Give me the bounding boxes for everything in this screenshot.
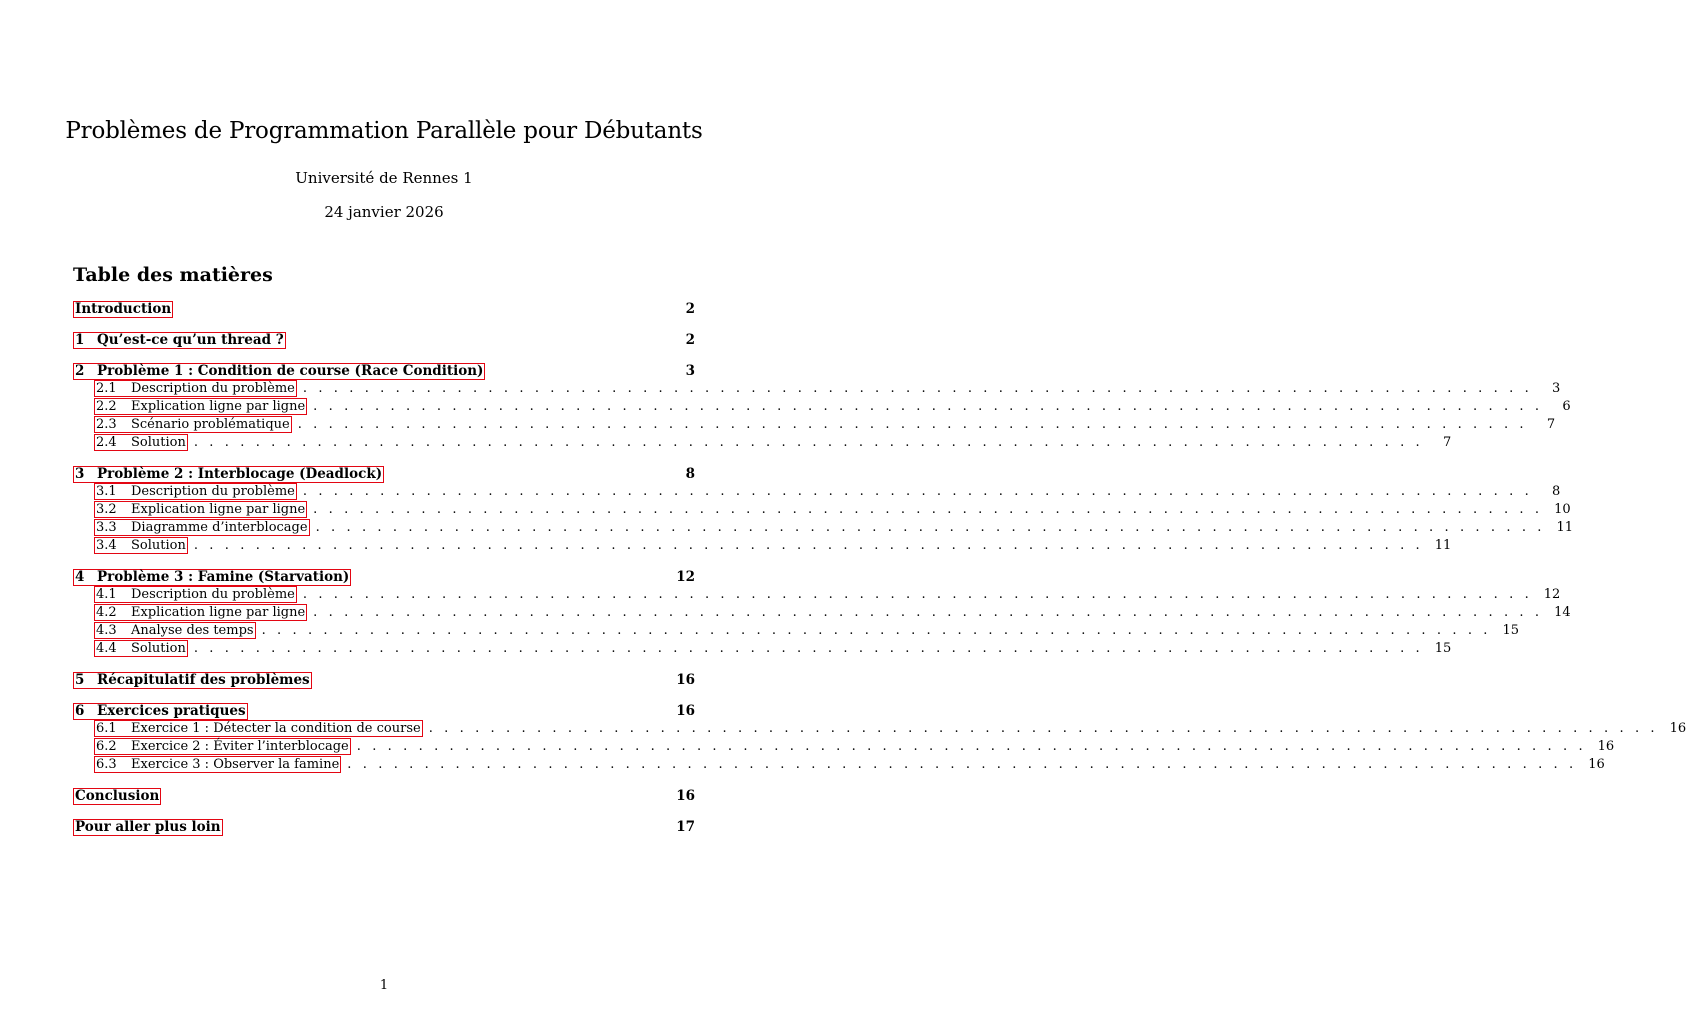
toc-subsection-title: Solution [131, 641, 186, 656]
toc-section-number: 1 [75, 332, 85, 348]
toc-subsection-page: 11 [1434, 538, 1452, 553]
toc-section-page: 17 [676, 819, 695, 835]
toc-section-title: Problème 3 : Famine (Starvation) [97, 569, 350, 585]
toc-section [73, 702, 695, 720]
toc-section-page: 16 [676, 788, 695, 804]
toc-subsection-title: Analyse des temps [131, 623, 254, 638]
toc-section-link[interactable] [73, 466, 384, 483]
toc-subsection-link[interactable] [94, 501, 307, 518]
toc-section [73, 787, 695, 805]
toc-leader-dots: . . . . . . . . . . . . . . . . . . . . . . . . . . . . . . . . . . . . . . . . . . . . . . . . . . . . . . . . . . . . . . . . . . . . . . . . . . . . . . . . [297, 417, 1528, 432]
toc-leader-dots: . . . . . . . . . . . . . . . . . . . . . . . . . . . . . . . . . . . . . . . . . . . . . . . . . . . . . . . . . . . . . . . . . . . . . . . . . . . . . . . . [356, 739, 1587, 754]
toc-subsection-title: Solution [131, 435, 186, 450]
toc-section-title: Exercices pratiques [97, 703, 246, 719]
toc-subsection-number: 2.1 [96, 381, 117, 396]
toc-subsection-number: 3.4 [96, 538, 117, 553]
toc-subsection-number: 3.3 [96, 520, 117, 535]
toc-leader-dots: . . . . . . . . . . . . . . . . . . . . . . . . . . . . . . . . . . . . . . . . . . . . . . . . . . . . . . . . . . . . . . . . . . . . . . . . . . . . . . . . [347, 757, 1577, 772]
toc-section-page: 3 [685, 363, 695, 379]
page-number: 1 [379, 978, 389, 993]
toc-section-link[interactable] [73, 363, 485, 380]
toc-subsection [73, 483, 1561, 501]
toc-leader-dots: . . . . . . . . . . . . . . . . . . . . . . . . . . . . . . . . . . . . . . . . . . . . . . . . . . . . . . . . . . . . . . . . . . . . . . . . . . . . . . . . [313, 399, 1543, 414]
toc-section-number: 3 [75, 466, 85, 482]
toc-subsection [73, 537, 1452, 555]
toc-subsection-link[interactable] [94, 586, 297, 603]
toc-subsection-page: 8 [1552, 484, 1561, 499]
toc-section [73, 331, 695, 349]
toc-subsection-page: 7 [1546, 417, 1556, 432]
toc-section-title: Conclusion [75, 788, 160, 804]
toc-subsection-title: Exercice 2 : Éviter l’interblocage [131, 739, 349, 754]
toc-subsection-title: Diagramme d’interblocage [131, 520, 308, 535]
toc-leader-dots: . . . . . . . . . . . . . . . . . . . . . . . . . . . . . . . . . . . . . . . . . . . . . . . . . . . . . . . . . . . . . . . . . . . . . . . . . . . . . . . . [302, 484, 1533, 499]
toc-subsection [73, 434, 1452, 452]
toc-section [73, 818, 695, 836]
toc-subsection-page: 7 [1443, 435, 1452, 450]
toc-subsection [73, 622, 1520, 640]
toc-subsection-title: Solution [131, 538, 186, 553]
toc-subsection-title: Description du problème [131, 484, 295, 499]
toc-section-page: 16 [676, 703, 695, 719]
toc-section-number: 5 [75, 672, 85, 688]
toc-subsection [73, 640, 1452, 658]
toc-section-title: Introduction [75, 301, 172, 317]
toc-section-number: 4 [75, 569, 85, 585]
toc-section-link[interactable] [73, 819, 223, 836]
toc-subsection-link[interactable] [94, 720, 423, 737]
toc-section-page: 12 [676, 569, 695, 585]
toc-subsection-title: Exercice 3 : Observer la famine [131, 757, 340, 772]
toc-section-title: Récapitulatif des problèmes [97, 672, 310, 688]
toc-section [73, 300, 695, 318]
toc-section-number: 2 [75, 363, 85, 379]
toc-section-link[interactable] [73, 703, 248, 720]
toc-subsection-page: 16 [1669, 721, 1686, 736]
toc-subsection [73, 416, 1556, 434]
toc-subsection-link[interactable] [94, 756, 341, 773]
toc-section-page: 16 [676, 672, 695, 688]
toc-section [73, 465, 695, 483]
toc-subsection-link[interactable] [94, 380, 297, 397]
toc-subsection-title: Explication ligne par ligne [131, 399, 306, 414]
toc-section-link[interactable] [73, 569, 351, 586]
toc-subsection-number: 4.2 [96, 605, 117, 620]
toc-section-title: Qu’est-ce qu’un thread ? [97, 332, 284, 348]
toc-subsection-link[interactable] [94, 622, 256, 639]
document-date: 24 janvier 2026 [324, 203, 444, 221]
toc-subsection-link[interactable] [94, 604, 307, 621]
toc-section-title: Problème 1 : Condition de course (Race Condition) [97, 363, 484, 379]
toc-leader-dots: . . . . . . . . . . . . . . . . . . . . . . . . . . . . . . . . . . . . . . . . . . . . . . . . . . . . . . . . . . . . . . . . . . . . . . . . . . . . . . . . [193, 538, 1424, 553]
toc-leader-dots: . . . . . . . . . . . . . . . . . . . . . . . . . . . . . . . . . . . . . . . . . . . . . . . . . . . . . . . . . . . . . . . . . . . . . . . . . . . . . . . . [313, 502, 1543, 517]
toc-subsection [73, 720, 1686, 738]
toc-subsection-link[interactable] [94, 519, 310, 536]
toc-leader-dots: . . . . . . . . . . . . . . . . . . . . . . . . . . . . . . . . . . . . . . . . . . . . . . . . . . . . . . . . . . . . . . . . . . . . . . . . . . . . . . . . [193, 641, 1424, 656]
toc-subsection-title: Description du problème [131, 381, 295, 396]
toc-section [73, 568, 695, 586]
toc-subsection [73, 586, 1561, 604]
toc-section-title: Problème 2 : Interblocage (Deadlock) [97, 466, 383, 482]
toc-subsection-number: 6.2 [96, 739, 117, 754]
toc-subsection-page: 14 [1554, 605, 1571, 620]
toc-subsection-page: 3 [1552, 381, 1561, 396]
toc-subsection-link[interactable] [94, 537, 188, 554]
toc-subsection-title: Explication ligne par ligne [131, 605, 306, 620]
table-of-contents [73, 300, 1686, 836]
toc-subsection-number: 4.1 [96, 587, 117, 602]
toc-subsection-page: 11 [1556, 520, 1574, 535]
toc-subsection-number: 3.2 [96, 502, 117, 517]
toc-subsection-number: 2.3 [96, 417, 117, 432]
toc-subsection-page: 6 [1562, 399, 1571, 414]
toc-section-number: 6 [75, 703, 85, 719]
toc-section [73, 671, 695, 689]
toc-subsection-page: 12 [1543, 587, 1561, 602]
toc-subsection-number: 2.2 [96, 399, 117, 414]
toc-subsection [73, 519, 1574, 537]
toc-subsection-link[interactable] [94, 434, 188, 451]
toc-leader-dots: . . . . . . . . . . . . . . . . . . . . . . . . . . . . . . . . . . . . . . . . . . . . . . . . . . . . . . . . . . . . . . . . . . . . . . . . . . . . . . . . [193, 435, 1424, 450]
toc-section [73, 362, 695, 380]
toc-leader-dots: . . . . . . . . . . . . . . . . . . . . . . . . . . . . . . . . . . . . . . . . . . . . . . . . . . . . . . . . . . . . . . . . . . . . . . . . . . . . . . . . [428, 721, 1659, 736]
toc-subsection-link[interactable] [94, 640, 188, 657]
toc-subsection-page: 15 [1502, 623, 1520, 638]
toc-subsection-page: 16 [1597, 739, 1615, 754]
toc-subsection-link[interactable] [94, 738, 351, 755]
toc-subsection-number: 2.4 [96, 435, 117, 450]
toc-subsection-title: Scénario problématique [131, 417, 290, 432]
toc-subsection-number: 3.1 [96, 484, 117, 499]
toc-leader-dots: . . . . . . . . . . . . . . . . . . . . . . . . . . . . . . . . . . . . . . . . . . . . . . . . . . . . . . . . . . . . . . . . . . . . . . . . . . . . . . . . [261, 623, 1492, 638]
toc-subsection-title: Explication ligne par ligne [131, 502, 306, 517]
toc-section-link[interactable] [73, 788, 161, 805]
toc-subsection-number: 4.3 [96, 623, 117, 638]
toc-subsection [73, 756, 1605, 774]
toc-subsection-number: 6.3 [96, 757, 117, 772]
toc-section-link[interactable] [73, 672, 312, 689]
document-title: Problèmes de Programmation Parallèle pour Débutants [65, 118, 703, 144]
toc-leader-dots: . . . . . . . . . . . . . . . . . . . . . . . . . . . . . . . . . . . . . . . . . . . . . . . . . . . . . . . . . . . . . . . . . . . . . . . . . . . . . . . . [315, 520, 1546, 535]
toc-subsection-number: 4.4 [96, 641, 117, 656]
toc-leader-dots: . . . . . . . . . . . . . . . . . . . . . . . . . . . . . . . . . . . . . . . . . . . . . . . . . . . . . . . . . . . . . . . . . . . . . . . . . . . . . . . . [302, 587, 1533, 602]
toc-subsection [73, 501, 1571, 519]
toc-subsection-page: 10 [1554, 502, 1571, 517]
toc-subsection [73, 380, 1561, 398]
toc-subsection [73, 738, 1615, 756]
toc-subsection [73, 604, 1571, 622]
toc-section-page: 2 [685, 301, 695, 317]
toc-subsection-page: 15 [1434, 641, 1452, 656]
toc-subsection-title: Description du problème [131, 587, 295, 602]
toc-subsection [73, 398, 1571, 416]
toc-heading: Table des matières [73, 264, 273, 286]
toc-leader-dots: . . . . . . . . . . . . . . . . . . . . . . . . . . . . . . . . . . . . . . . . . . . . . . . . . . . . . . . . . . . . . . . . . . . . . . . . . . . . . . . . [302, 381, 1533, 396]
toc-section-page: 2 [685, 332, 695, 348]
toc-subsection-link[interactable] [94, 416, 292, 433]
toc-subsection-number: 6.1 [96, 721, 117, 736]
toc-section-page: 8 [685, 466, 695, 482]
toc-subsection-page: 16 [1588, 757, 1605, 772]
toc-section-link[interactable] [73, 301, 173, 318]
toc-leader-dots: . . . . . . . . . . . . . . . . . . . . . . . . . . . . . . . . . . . . . . . . . . . . . . . . . . . . . . . . . . . . . . . . . . . . . . . . . . . . . . . . [313, 605, 1543, 620]
toc-subsection-link[interactable] [94, 398, 307, 415]
toc-section-title: Pour aller plus loin [75, 819, 221, 835]
document-author: Université de Rennes 1 [295, 169, 473, 187]
toc-subsection-link[interactable] [94, 483, 297, 500]
toc-section-link[interactable] [73, 332, 286, 349]
toc-subsection-title: Exercice 1 : Détecter la condition de course [131, 721, 421, 736]
